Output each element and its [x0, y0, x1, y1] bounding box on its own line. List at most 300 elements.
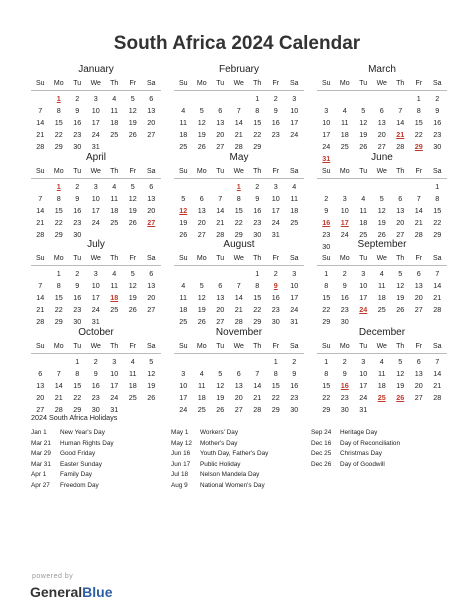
holiday-row: [171, 470, 268, 481]
day-cell: 3: [93, 269, 98, 278]
empty-cell: [31, 181, 50, 193]
day-cell: 22: [322, 305, 331, 314]
day-cell: 20: [36, 393, 45, 402]
day-cell: 7: [38, 281, 43, 290]
weekday-label: Mo: [196, 343, 207, 350]
day-cell: 31: [91, 142, 100, 151]
weekday-label: Th: [396, 80, 405, 87]
powered-by-label: powered by: [32, 573, 74, 580]
day-cell: 2: [255, 182, 260, 191]
holiday-name: Easter Sunday: [60, 460, 102, 468]
day-cell: 13: [147, 106, 156, 115]
weekday-label: Tu: [359, 343, 368, 350]
day-cell: 13: [36, 381, 45, 390]
holiday-date: Jan 1: [31, 429, 47, 436]
empty-cell: [211, 93, 230, 105]
day-cell: 5: [130, 269, 135, 278]
holidays-heading: 2024 South Africa Holidays: [31, 413, 118, 422]
day-cell: 5: [181, 194, 186, 203]
day-cell: 24: [91, 305, 100, 314]
day-cell: 2: [93, 357, 98, 366]
day-cell: 3: [342, 194, 347, 203]
day-cell: 25: [359, 230, 368, 239]
empty-cell: [391, 181, 410, 193]
month-name: March: [368, 64, 396, 75]
day-cell: 4: [379, 269, 384, 278]
day-cell: 22: [54, 130, 63, 139]
day-cell: 27: [234, 405, 243, 414]
day-cell: 18: [377, 381, 386, 390]
day-cell: 7: [435, 357, 440, 366]
day-cell: 20: [396, 218, 405, 227]
day-cell: 19: [396, 293, 405, 302]
day-cell: 12: [396, 281, 405, 290]
day-cell: 13: [414, 281, 423, 290]
day-cell: 11: [341, 118, 349, 127]
day-cell: 14: [234, 118, 243, 127]
weekday-header: [31, 165, 161, 179]
holiday-name: Workers' Day: [200, 429, 239, 436]
day-cell: 25: [377, 305, 386, 314]
day-cell: 12: [359, 118, 368, 127]
day-cell: 2: [324, 194, 329, 203]
weekday-label: Tu: [73, 80, 82, 87]
day-cell: 27: [197, 230, 206, 239]
day-cell: 5: [379, 194, 384, 203]
day-cell: 19: [147, 381, 156, 390]
holiday-row: [31, 470, 114, 481]
day-grid: [317, 268, 447, 328]
day-cell: 25: [110, 305, 119, 314]
holiday-row: [31, 460, 114, 471]
day-cell: 20: [197, 218, 206, 227]
weekday-label: Sa: [146, 343, 156, 350]
day-cell: 4: [379, 357, 384, 366]
day-cell: 31: [271, 230, 280, 239]
weekday-label: Mo: [339, 255, 350, 262]
day-cell: 23: [433, 130, 442, 139]
day-cell: 20: [216, 305, 225, 314]
day-cell: 15: [73, 381, 82, 390]
day-cell: 12: [197, 293, 206, 302]
day-cell: 9: [273, 106, 278, 115]
day-cell: 17: [110, 381, 119, 390]
weekday-label: We: [233, 343, 244, 350]
day-cell: 14: [54, 381, 63, 390]
day-cell: 10: [179, 381, 188, 390]
day-cell: 14: [36, 118, 45, 127]
holiday-row: [311, 449, 400, 460]
day-cell: 4: [181, 106, 186, 115]
day-cell: 31: [110, 405, 119, 414]
day-cell: 11: [110, 194, 118, 203]
weekday-header: [317, 252, 447, 266]
empty-cell: [174, 181, 193, 193]
holiday-name: Youth Day, Father's Day: [200, 450, 269, 457]
day-cell: 19: [377, 218, 386, 227]
weekday-header: [31, 77, 161, 91]
holiday-name: Good Friday: [60, 450, 96, 457]
weekday-label: We: [90, 343, 101, 350]
day-cell: 25: [197, 405, 206, 414]
day-cell: 12: [197, 118, 206, 127]
page-title: South Africa 2024 Calendar: [113, 33, 361, 54]
month-september: [317, 238, 447, 328]
day-cell: 28: [234, 142, 243, 151]
day-cell: 27: [36, 405, 45, 414]
day-cell: 19: [216, 393, 225, 402]
day-cell: 6: [218, 281, 223, 290]
month-may: [174, 151, 304, 241]
day-cell: 2: [292, 357, 297, 366]
day-cell: 1: [75, 357, 80, 366]
day-cell: 15: [54, 293, 63, 302]
day-grid: [317, 356, 447, 416]
weekday-label: Tu: [359, 80, 368, 87]
day-cell: 18: [179, 305, 188, 314]
holiday-column: [171, 428, 268, 491]
day-cell: 21: [216, 218, 225, 227]
empty-cell: [31, 93, 50, 105]
day-cell: 23: [340, 393, 349, 402]
day-cell: 23: [322, 230, 331, 239]
weekday-label: Fr: [415, 80, 423, 87]
weekday-header: [31, 340, 161, 354]
day-cell: 9: [255, 194, 260, 203]
day-cell: 30: [340, 405, 349, 414]
day-cell: 6: [218, 106, 223, 115]
day-cell: 13: [216, 293, 225, 302]
day-cell: 10: [91, 194, 100, 203]
holiday-row: [171, 428, 268, 439]
day-cell: 23: [290, 393, 299, 402]
day-cell: 1: [435, 182, 440, 191]
month-name: February: [218, 64, 259, 75]
holiday-day-cell: 9: [273, 281, 278, 290]
weekday-label: Sa: [432, 168, 442, 175]
day-cell: 5: [218, 369, 223, 378]
day-cell: 7: [416, 194, 421, 203]
weekday-label: Th: [110, 80, 119, 87]
day-cell: 27: [396, 230, 405, 239]
day-grid: [174, 93, 304, 153]
day-cell: 6: [149, 182, 154, 191]
weekday-header: [317, 77, 447, 91]
day-cell: 31: [290, 317, 299, 326]
day-cell: 4: [181, 281, 186, 290]
holiday-day-cell: 1: [56, 94, 61, 103]
day-cell: 5: [361, 106, 366, 115]
day-grid: [31, 268, 161, 328]
brand-logo[interactable]: [30, 584, 112, 600]
day-cell: 22: [54, 305, 63, 314]
holiday-day-cell: 29: [414, 142, 423, 151]
day-cell: 27: [216, 317, 225, 326]
holiday-date: Jul 18: [171, 471, 189, 478]
weekday-header: [174, 77, 304, 91]
holiday-column: [31, 428, 114, 491]
day-cell: 16: [271, 293, 280, 302]
weekday-label: Th: [396, 168, 405, 175]
day-cell: 15: [253, 118, 262, 127]
day-cell: 30: [322, 242, 331, 251]
day-cell: 19: [128, 118, 137, 127]
holiday-date: Apr 27: [31, 481, 50, 489]
day-cell: 17: [359, 293, 368, 302]
holiday-date: Apr 1: [31, 471, 47, 478]
weekday-label: Mo: [53, 255, 64, 262]
day-cell: 16: [271, 118, 280, 127]
day-cell: 4: [112, 94, 117, 103]
day-cell: 21: [36, 218, 45, 227]
holiday-date: Mar 31: [31, 460, 51, 468]
holiday-day-cell: 17: [340, 218, 349, 227]
day-cell: 11: [359, 206, 367, 215]
day-cell: 20: [147, 118, 156, 127]
day-cell: 27: [377, 142, 386, 151]
brand-logo-blue: Blue: [82, 584, 113, 600]
day-cell: 11: [378, 369, 386, 378]
weekday-label: Tu: [216, 168, 225, 175]
weekday-label: Fr: [129, 343, 137, 350]
day-cell: 19: [128, 293, 137, 302]
holiday-day-cell: 1: [236, 182, 241, 191]
holiday-row: [171, 449, 268, 460]
weekday-label: Sa: [146, 80, 156, 87]
empty-cell: [336, 181, 355, 193]
empty-cell: [31, 356, 50, 368]
empty-cell: [336, 93, 355, 105]
weekday-label: Su: [35, 343, 45, 350]
holiday-row: [311, 428, 400, 439]
day-cell: 27: [147, 305, 156, 314]
day-cell: 8: [236, 194, 241, 203]
day-cell: 15: [322, 381, 331, 390]
weekday-header: [317, 165, 447, 179]
day-cell: 16: [253, 206, 262, 215]
empty-cell: [230, 356, 249, 368]
weekday-label: We: [90, 80, 101, 87]
empty-cell: [391, 93, 410, 105]
empty-cell: [230, 93, 249, 105]
day-cell: 3: [273, 182, 278, 191]
day-cell: 16: [340, 293, 349, 302]
empty-cell: [230, 268, 249, 280]
holiday-day-cell: 25: [377, 393, 386, 402]
day-cell: 2: [75, 182, 80, 191]
day-cell: 18: [179, 130, 188, 139]
day-cell: 26: [128, 130, 137, 139]
holiday-day-cell: 26: [396, 393, 405, 402]
day-cell: 2: [75, 94, 80, 103]
day-cell: 28: [36, 317, 45, 326]
day-cell: 18: [290, 206, 299, 215]
weekday-label: Sa: [289, 255, 299, 262]
month-december: [317, 326, 447, 416]
holiday-name: Human Rights Day: [60, 439, 114, 447]
month-november: [174, 326, 304, 416]
holiday-row: [171, 460, 268, 471]
day-cell: 29: [73, 405, 82, 414]
day-cell: 11: [179, 293, 187, 302]
day-cell: 25: [128, 393, 137, 402]
day-cell: 30: [91, 405, 100, 414]
day-cell: 3: [324, 106, 329, 115]
day-cell: 15: [234, 206, 243, 215]
day-grid: [174, 181, 304, 241]
day-cell: 28: [253, 405, 262, 414]
holiday-day-cell: 16: [322, 218, 331, 227]
weekday-label: Sa: [432, 343, 442, 350]
day-cell: 26: [197, 142, 206, 151]
day-cell: 25: [290, 218, 299, 227]
weekday-label: Tu: [359, 168, 368, 175]
day-cell: 14: [253, 381, 262, 390]
month-name: July: [87, 239, 105, 250]
day-cell: 27: [414, 393, 423, 402]
day-cell: 23: [73, 305, 82, 314]
day-cell: 16: [73, 293, 82, 302]
weekday-label: Tu: [216, 80, 225, 87]
day-cell: 9: [342, 281, 347, 290]
holiday-date: May 1: [171, 429, 189, 436]
empty-cell: [373, 93, 392, 105]
day-cell: 17: [290, 293, 299, 302]
month-april: [31, 151, 161, 241]
day-cell: 8: [324, 369, 329, 378]
day-cell: 28: [414, 230, 423, 239]
day-cell: 8: [273, 369, 278, 378]
holiday-row: [31, 449, 114, 460]
weekday-label: Tu: [216, 343, 225, 350]
day-cell: 2: [273, 269, 278, 278]
day-cell: 29: [322, 405, 331, 414]
empty-cell: [50, 356, 69, 368]
day-cell: 18: [110, 206, 119, 215]
day-cell: 21: [54, 393, 63, 402]
weekday-header: [174, 340, 304, 354]
day-cell: 22: [253, 130, 262, 139]
weekday-label: Su: [321, 255, 331, 262]
empty-cell: [174, 93, 193, 105]
weekday-label: Tu: [73, 168, 82, 175]
day-cell: 10: [91, 106, 100, 115]
day-cell: 19: [197, 130, 206, 139]
holiday-day-cell: 16: [340, 381, 349, 390]
weekday-label: Th: [253, 168, 262, 175]
day-cell: 14: [433, 281, 442, 290]
day-cell: 29: [54, 230, 63, 239]
day-grid: [31, 181, 161, 241]
holiday-date: Aug 9: [171, 481, 188, 489]
day-cell: 11: [129, 369, 137, 378]
weekday-label: Mo: [196, 80, 207, 87]
empty-cell: [317, 181, 336, 193]
weekday-label: We: [233, 168, 244, 175]
day-grid: [31, 93, 161, 153]
day-cell: 14: [216, 206, 225, 215]
day-cell: 30: [73, 230, 82, 239]
day-cell: 8: [255, 106, 260, 115]
month-name: September: [357, 239, 407, 250]
day-cell: 5: [398, 357, 403, 366]
holiday-day-cell: 21: [396, 130, 405, 139]
day-cell: 28: [396, 142, 405, 151]
day-cell: 3: [112, 357, 117, 366]
day-cell: 16: [91, 381, 100, 390]
weekday-label: Su: [35, 168, 45, 175]
weekday-label: Mo: [53, 80, 64, 87]
day-cell: 17: [322, 130, 331, 139]
empty-cell: [193, 93, 212, 105]
day-cell: 31: [91, 317, 100, 326]
holiday-date: Jun 16: [171, 450, 191, 457]
month-name: June: [371, 152, 393, 163]
weekday-label: Th: [253, 343, 262, 350]
weekday-header: [31, 252, 161, 266]
day-cell: 10: [359, 281, 368, 290]
day-cell: 23: [271, 130, 280, 139]
day-cell: 20: [234, 393, 243, 402]
empty-cell: [211, 356, 230, 368]
weekday-label: We: [233, 255, 244, 262]
holiday-name: National Women's Day: [200, 481, 265, 489]
day-grid: [174, 268, 304, 328]
day-cell: 18: [197, 393, 206, 402]
day-cell: 6: [149, 94, 154, 103]
day-cell: 5: [130, 182, 135, 191]
day-cell: 20: [414, 381, 423, 390]
day-cell: 15: [253, 293, 262, 302]
day-cell: 18: [377, 293, 386, 302]
day-cell: 9: [292, 369, 297, 378]
day-cell: 17: [91, 206, 100, 215]
day-cell: 25: [340, 142, 349, 151]
day-cell: 9: [324, 206, 329, 215]
day-cell: 15: [271, 381, 280, 390]
weekday-label: Th: [110, 168, 119, 175]
holiday-row: [31, 439, 114, 450]
day-cell: 11: [179, 118, 187, 127]
day-cell: 10: [340, 206, 349, 215]
day-cell: 22: [73, 393, 82, 402]
day-grid: [31, 356, 161, 416]
weekday-label: Th: [253, 80, 262, 87]
day-cell: 21: [36, 130, 45, 139]
day-cell: 13: [197, 206, 206, 215]
day-cell: 10: [290, 106, 299, 115]
holiday-name: New Year's Day: [60, 429, 105, 436]
day-cell: 2: [342, 269, 347, 278]
day-cell: 10: [322, 118, 331, 127]
month-name: December: [358, 327, 406, 338]
day-cell: 1: [324, 269, 329, 278]
day-cell: 15: [322, 293, 331, 302]
holiday-date: Dec 16: [311, 439, 332, 447]
day-cell: 19: [179, 218, 188, 227]
day-cell: 21: [414, 218, 423, 227]
day-cell: 12: [128, 281, 137, 290]
month-march: [317, 63, 447, 165]
day-cell: 7: [38, 194, 43, 203]
holiday-name: Mother's Day: [200, 439, 238, 447]
day-cell: 9: [93, 369, 98, 378]
day-cell: 9: [435, 106, 440, 115]
weekday-label: Sa: [289, 80, 299, 87]
day-cell: 22: [433, 218, 442, 227]
weekday-label: We: [376, 80, 387, 87]
day-cell: 4: [361, 194, 366, 203]
